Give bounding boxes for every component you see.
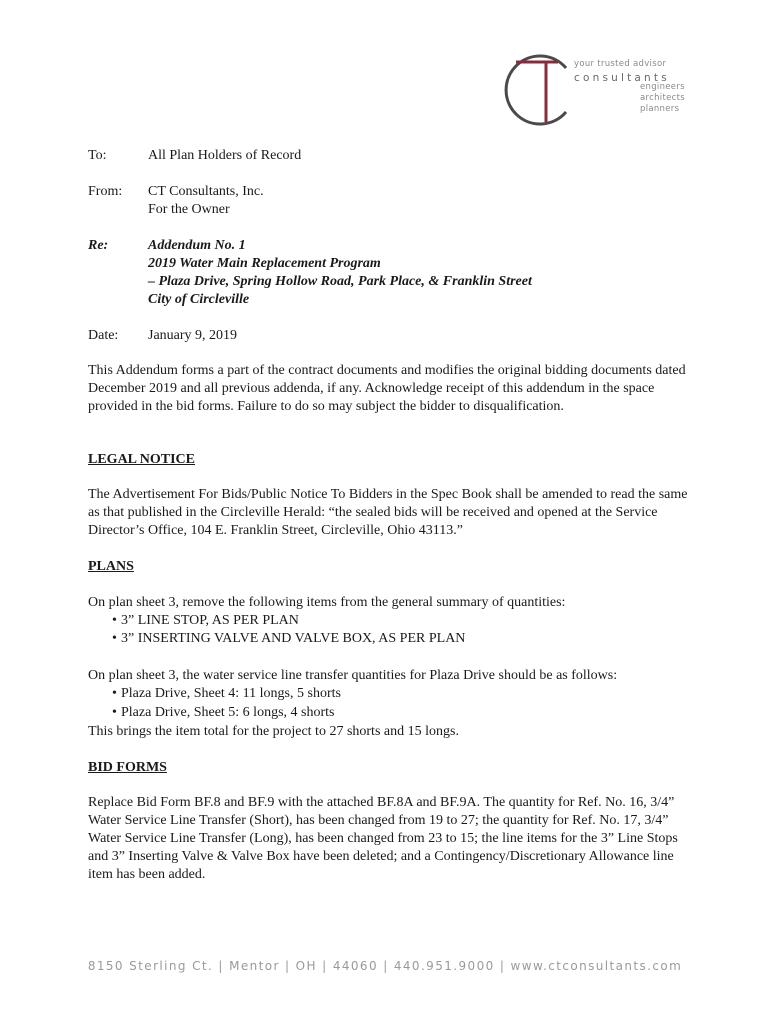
bullet-dot-icon: • [112,686,117,701]
to-value: All Plan Holders of Record [148,148,302,163]
from-label: From: [88,184,123,199]
logo-service-planners: planners [640,104,680,114]
plans-bullet-2-text: 3” INSERTING VALVE AND VALVE BOX, AS PER PLAN [121,631,466,646]
plans-bullet-1-text: 3” LINE STOP, AS PER PLAN [121,613,299,628]
plans-bullet-2 [112,630,465,648]
date-label: Date: [88,328,119,343]
intro-paragraph: This Addendum forms a part of the contract documents and modifies the original bidding documents dated December 2019 and all previous addenda, if any. Acknowledge receipt of this addendum in the space provided in the bid forms. Failure to do so may subject the bidder to disqualification. [88,363,686,414]
bullet-dot-icon: • [112,705,117,720]
logo-company-name: consultants [574,72,670,84]
bid-forms-heading: BID FORMS [88,760,167,775]
footer-contact: 8150 Sterling Ct. | Mentor | OH | 44060 | 440.951.9000 | www.ctconsultants.com [87,959,683,973]
logo-service-engineers: engineers [640,82,685,92]
plans-intro-1: On plan sheet 3, remove the following items from the general summary of quantities: [88,595,566,610]
logo-service-architects: architects [640,93,685,103]
to-label: To: [88,148,107,163]
logo-services [640,82,685,115]
logo-tagline: your trusted advisor [574,59,667,69]
re-line-1: Addendum No. 1 [148,238,246,253]
re-label: Re: [88,238,109,253]
bullet-dot-icon: • [112,613,117,628]
plans-bullet-4 [112,704,334,722]
bid-forms-body: Replace Bid Form BF.8 and BF.9 with the attached BF.8A and BF.9A. The quantity for Ref. No. 16, 3/4” Water Service Line Transfer (Short), has been changed from 19 to 27; the quantity for Ref. No. 17, 3/4” Water Service Line Transfer (Long), has been changed from 23 to 15; the line items for the 3” Line Stops and 3” Inserting Valve & Valve Box have been deleted; and a Contingency/Discretionary Allowance line item has been added. [88,795,678,882]
plans-bullet-3-text: Plaza Drive, Sheet 4: 11 longs, 5 shorts [121,686,341,701]
re-line-2: 2019 Water Main Replacement Program [148,256,381,271]
date-value: January 9, 2019 [148,328,238,343]
from-value-line-1: CT Consultants, Inc. [148,184,264,199]
plans-bullet-3 [112,685,341,703]
plans-bullet-1 [112,612,299,630]
from-value-line-2: For the Owner [148,202,230,217]
ct-consultants-logo [498,50,698,130]
legal-notice-body: The Advertisement For Bids/Public Notice To Bidders in the Spec Book shall be amended to read the same as that published in the Circleville Herald: “the sealed bids will be received and opened at the Service Director’s Office, 104 E. Franklin Street, Circleville, Ohio 43113.” [88,487,688,538]
bullet-dot-icon: • [112,631,117,646]
ct-logo-mark-icon [498,50,578,130]
plans-bullet-4-text: Plaza Drive, Sheet 5: 6 longs, 4 shorts [121,705,335,720]
plans-heading: PLANS [88,559,134,574]
legal-notice-heading: LEGAL NOTICE [88,452,195,467]
re-line-3: – Plaza Drive, Spring Hollow Road, Park Place, & Franklin Street [148,274,532,289]
plans-closing: This brings the item total for the project to 27 shorts and 15 longs. [88,724,459,739]
re-line-4: City of Circleville [148,292,250,307]
plans-intro-2: On plan sheet 3, the water service line transfer quantities for Plaza Drive should be as follows: [88,668,618,683]
